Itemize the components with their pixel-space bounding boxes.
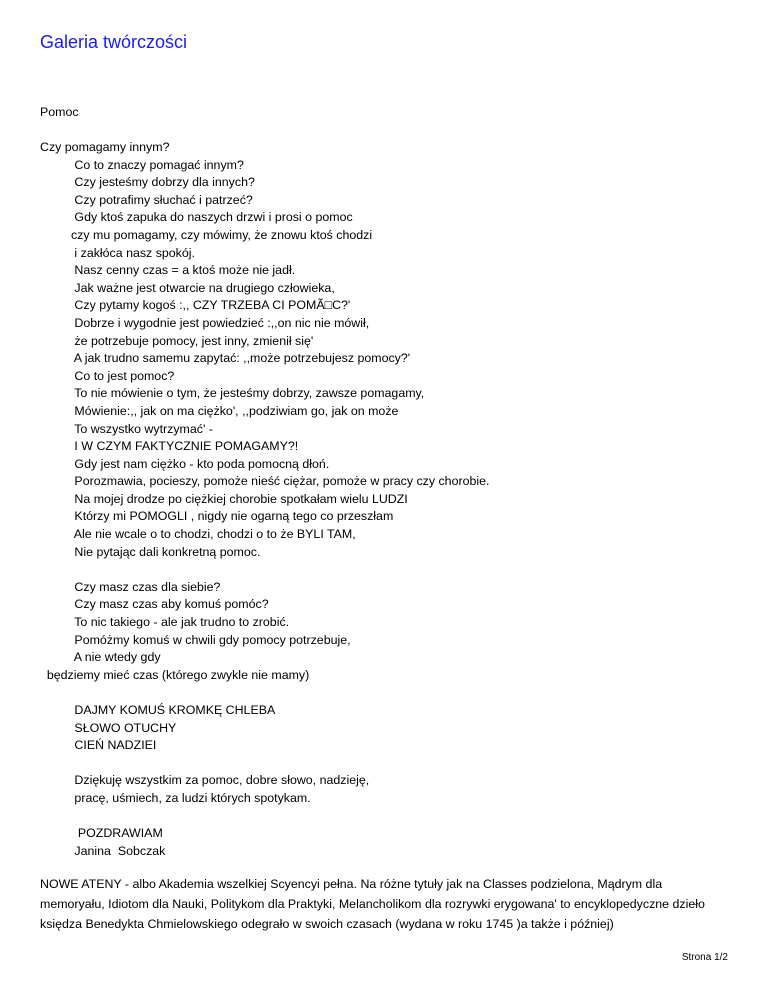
poem-line: DAJMY KOMUŚ KROMKĘ CHLEBA: [40, 703, 276, 717]
poem-line: Nasz cenny czas = a ktoś może nie jadł.: [40, 263, 296, 278]
poem-line: A nie wtedy gdy: [40, 650, 161, 665]
poem-line: czy mu pomagamy, czy mówimy, że znowu ktoś chodzi: [40, 227, 373, 242]
poem-line: POZDRAWIAM: [40, 826, 163, 841]
poem-line: Mówienie:,, jak on ma ciężko', ,,podziwiam go, jak on może: [40, 403, 399, 418]
poem-line: SŁOWO OTUCHY: [40, 720, 177, 735]
poem-line: Czy jesteśmy dobrzy dla innych?: [40, 175, 255, 190]
poem-line: CIEŃ NADZIEI: [40, 738, 157, 753]
site-title-link[interactable]: Galeria twórczości: [40, 32, 188, 52]
poem-line: To nie mówienie o tym, że jesteśmy dobrzy, zawsze pomagamy,: [40, 386, 425, 401]
poem-line: I W CZYM FAKTYCZNIE POMAGAMY?!: [40, 439, 299, 454]
stanza-gap: [40, 684, 730, 702]
poem-line: Czy pomagamy innym?: [40, 140, 170, 154]
stanza-gap: [40, 808, 730, 826]
poem-body: [40, 139, 730, 860]
poem-line: Na mojej drodze po ciężkiej chorobie spotkałam wielu LUDZI: [40, 491, 408, 506]
article-title: Pomoc: [40, 105, 79, 119]
poem-line: że potrzebuje pomocy, jest inny, zmienił się': [40, 333, 314, 348]
poem-line: To wszystko wytrzymać' -: [40, 421, 213, 436]
poem-line: Janina Sobczak: [40, 843, 166, 858]
poem-line: Gdy ktoś zapuka do naszych drzwi i prosi o pomoc: [40, 210, 353, 225]
poem-line: Czy masz czas aby komuś pomóc?: [40, 597, 269, 612]
poem-line: Którzy mi POMOGLI , nigdy nie ogarną tego co przeszłam: [40, 509, 394, 524]
poem-line: Gdy jest nam ciężko - kto poda pomocną dłoń.: [40, 456, 330, 471]
poem-line: będziemy mieć czas (którego zwykle nie mamy): [40, 667, 310, 682]
poem-line: Dobrze i wygodnie jest powiedzieć :,,on nic nie mówił,: [40, 315, 370, 330]
poem-line: A jak trudno samemu zapytać: ,,może potrzebujesz pomocy?': [40, 351, 411, 366]
poem-line: Dziękuję wszystkim za pomoc, dobre słowo, nadzieję,: [40, 773, 370, 788]
poem-line: Porozmawia, pocieszy, pomoże nieść ciężar, pomoże w pracy czy chorobie.: [40, 474, 490, 489]
stanza-gap: [40, 561, 730, 579]
poem-line: Ale nie wcale o to chodzi, chodzi o to że BYLI TAM,: [40, 527, 356, 542]
footer-note: NOWE ATENY - albo Akademia wszelkiej Scyencyi pełna. Na różne tytuły jak na Classes podzielona, Mądrym dla memoryału, Idiotom dla Nauki, Politykom dla Praktyki, Melancholikom dla rozrywki erygowana' to encyklopedyczne dzieło księdza Benedykta Chmielowskiego odegrało w swoich czasach (wydana w roku 1745 )a także i później): [40, 877, 705, 931]
poem-line: Nie pytając dali konkretną pomoc.: [40, 544, 261, 559]
stanza-gap: [40, 755, 730, 773]
poem-line: Czy potrafimy słuchać i patrzeć?: [40, 192, 253, 207]
poem-line: Czy masz czas dla siebie?: [40, 579, 221, 594]
poem-line: Pomóżmy komuś w chwili gdy pomocy potrzebuje,: [40, 632, 351, 647]
poem-line: Czy pytamy kogoś :,, CZY TRZEBA CI POMÃ□C?': [40, 298, 351, 313]
poem-line: Co to jest pomoc?: [40, 368, 175, 383]
page-number: Strona 1/2: [681, 952, 728, 963]
poem-line: i zakłóca nasz spokój.: [40, 245, 195, 260]
poem-line: To nic takiego - ale jak trudno to zrobić.: [40, 615, 290, 630]
poem-line: Jak ważne jest otwarcie na drugiego człowieka,: [40, 280, 335, 295]
poem-line: Co to znaczy pomagać innym?: [40, 157, 244, 172]
poem-line: pracę, uśmiech, za ludzi których spotykam.: [40, 790, 311, 805]
